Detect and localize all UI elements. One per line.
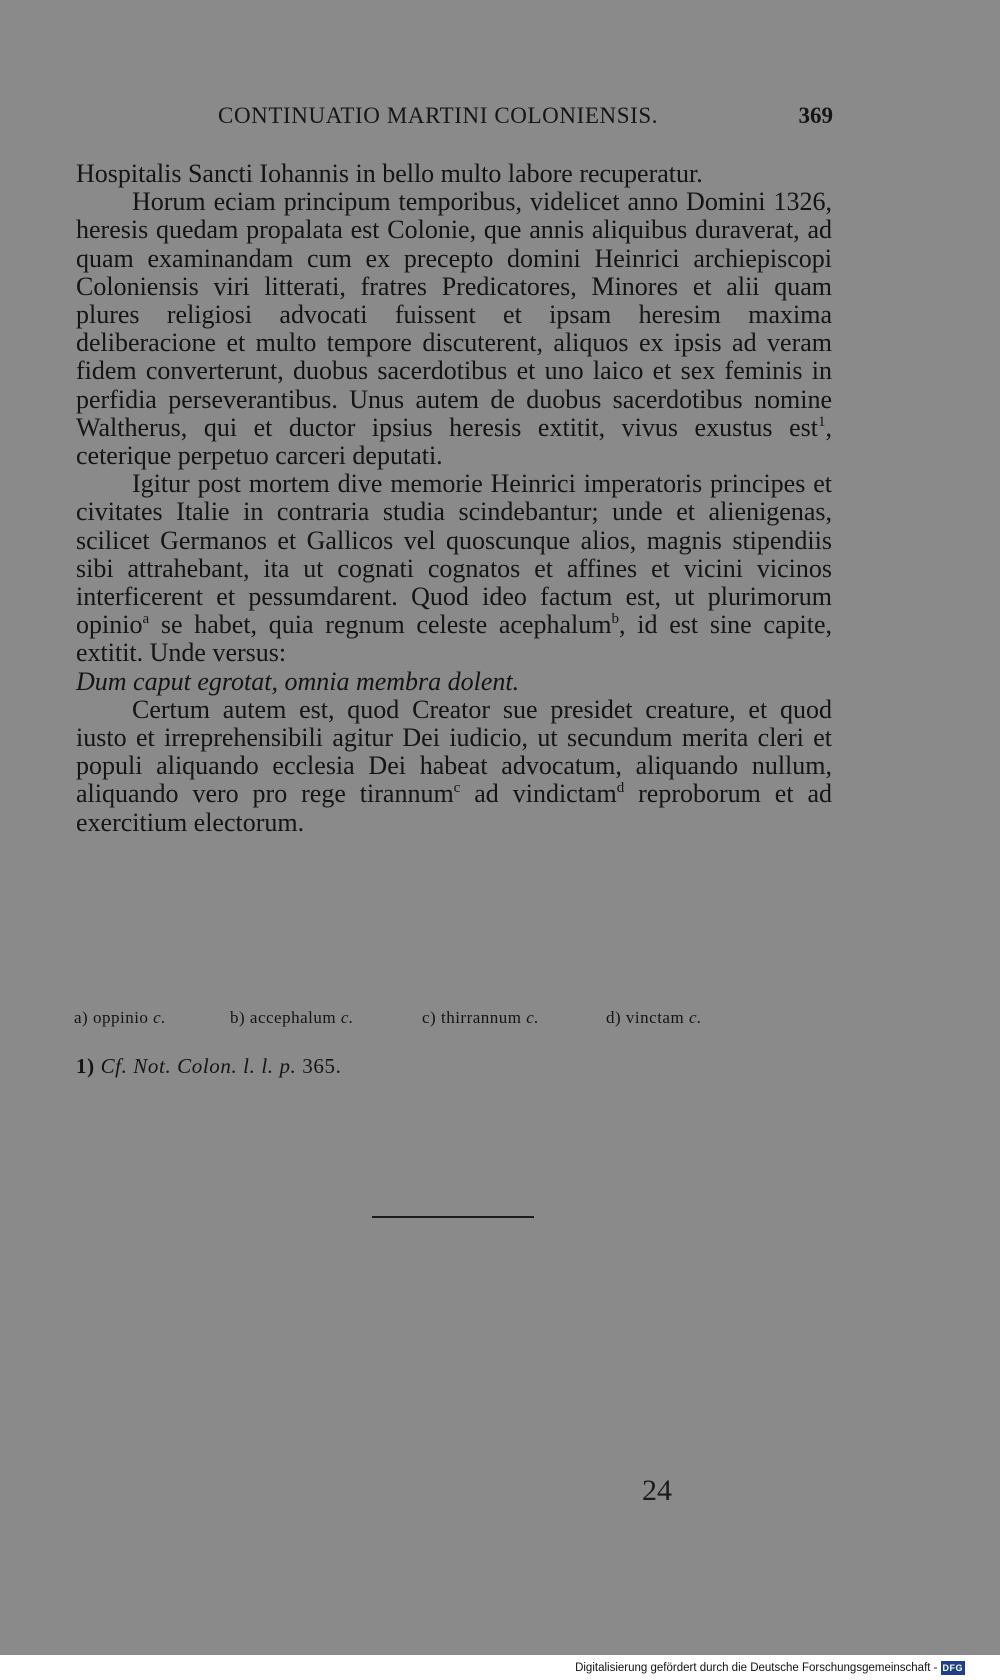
paragraph-1: Hospitalis Sancti Iohannis in bello multo labore recuperatur.: [76, 159, 703, 188]
closing-rule: [372, 1216, 534, 1218]
variant-item: [230, 1008, 354, 1028]
variant-reading: accephalum: [249, 1008, 337, 1027]
paragraph-3-text-c: , id est sine capite, extitit. Unde versus:: [76, 610, 833, 668]
variant-label: d): [606, 1008, 622, 1027]
footnote-ref-1: 1: [818, 413, 826, 430]
running-header: [0, 103, 1000, 133]
variant-label: b): [230, 1008, 246, 1027]
variant-item: [422, 1008, 539, 1028]
credit-text: Digitalisierung gefördert durch die Deutsche Forschungsgemeinschaft -: [575, 1662, 938, 1674]
signature-mark: 24: [642, 1474, 672, 1507]
paragraph-4: [76, 696, 832, 837]
running-title: CONTINUATIO MARTINI COLONIENSIS.: [218, 103, 659, 128]
variant-item: [74, 1008, 166, 1028]
variant-reading: thirrannum: [440, 1008, 522, 1027]
variant-siglum: c.: [153, 1008, 166, 1027]
variant-label: a): [74, 1008, 89, 1027]
variant-siglum: c.: [688, 1008, 702, 1027]
paragraph-2: [76, 188, 832, 470]
variant-mark-d: d: [616, 780, 625, 797]
paragraph-3-text-b: se habet, quia regnum celeste acephalum: [149, 610, 612, 640]
variant-siglum: c.: [340, 1008, 354, 1027]
paragraph-4-text-b: ad vindictam: [460, 779, 617, 809]
variant-mark-a: a: [142, 611, 150, 628]
paragraph-4-text-c: reproborum et ad exercitium electorum.: [76, 779, 833, 837]
paragraph-2-text-b: , ceterique perpetuo carceri deputati.: [76, 412, 832, 471]
footnote-reference: Cf. Not. Colon. l. l. p.: [100, 1054, 297, 1078]
paragraph-3-text-a: Igitur post mortem dive memorie Heinrici imperatoris principes et civitates Italie in contraria studia scindebantur; unde et alienigenas, scilicet Germanos et Gallicos vel quoscunque alios, magnis stipendiis sibi attrahebant, ita ut cognati cognatos et affines et vicini vicinos interficerent et pessumdarent. Quod ideo factum est, ut plurimorum opinio: [76, 469, 832, 640]
digitization-credit: [575, 1660, 965, 1676]
variant-label: c): [422, 1008, 437, 1027]
variant-item: [606, 1008, 702, 1028]
footnote-1: [76, 1054, 341, 1079]
paragraph-3: [76, 470, 832, 667]
dfg-logo-icon: DFG: [942, 1663, 963, 1673]
footnote-page: 365.: [302, 1054, 342, 1078]
variant-siglum: c.: [526, 1008, 540, 1027]
variant-mark-b: b: [611, 611, 620, 628]
footnote-mark: 1): [76, 1054, 95, 1078]
textual-variants: [74, 1008, 834, 1032]
variant-reading: oppinio: [92, 1008, 149, 1027]
main-text: [76, 160, 832, 837]
page-number: 369: [798, 103, 833, 128]
variant-reading: vinctam: [625, 1008, 685, 1027]
variant-mark-c: c: [453, 780, 461, 797]
paragraph-2-text-a: Horum eciam principum temporibus, videlicet anno Domini 1326, heresis quedam propalata est Colonie, que annis aliquibus duraverat, ad quam examinandam cum ex precepto domini Heinrici archiepiscopi Coloniensis viri litterati, fratres Predicatores, Minores et alii quam plures religiosi advocati fuissent et ipsam heresim maxima deliberacione et multo tempore discuterent, aliquos ex ipsis ad veram fidem converterunt, duobus sacerdotibus et uno laico et sex feminis in perfidia perseverantibus. Unus autem de duobus sacerdotibus nomine Waltherus, qui et ductor ipsius heresis extitit, vivus exustus est: [76, 187, 832, 442]
verse-line: Dum caput egrotat, omnia membra dolent.: [76, 666, 520, 696]
paragraph-4-text-a: Certum autem est, quod Creator sue presidet creature, et quod iusto et irreprehensibili agitur Dei iudicio, ut secundum merita cleri et populi aliquando ecclesia Dei habeat advocatum, aliquando nullum, aliquando vero pro rege tirannum: [76, 694, 832, 809]
